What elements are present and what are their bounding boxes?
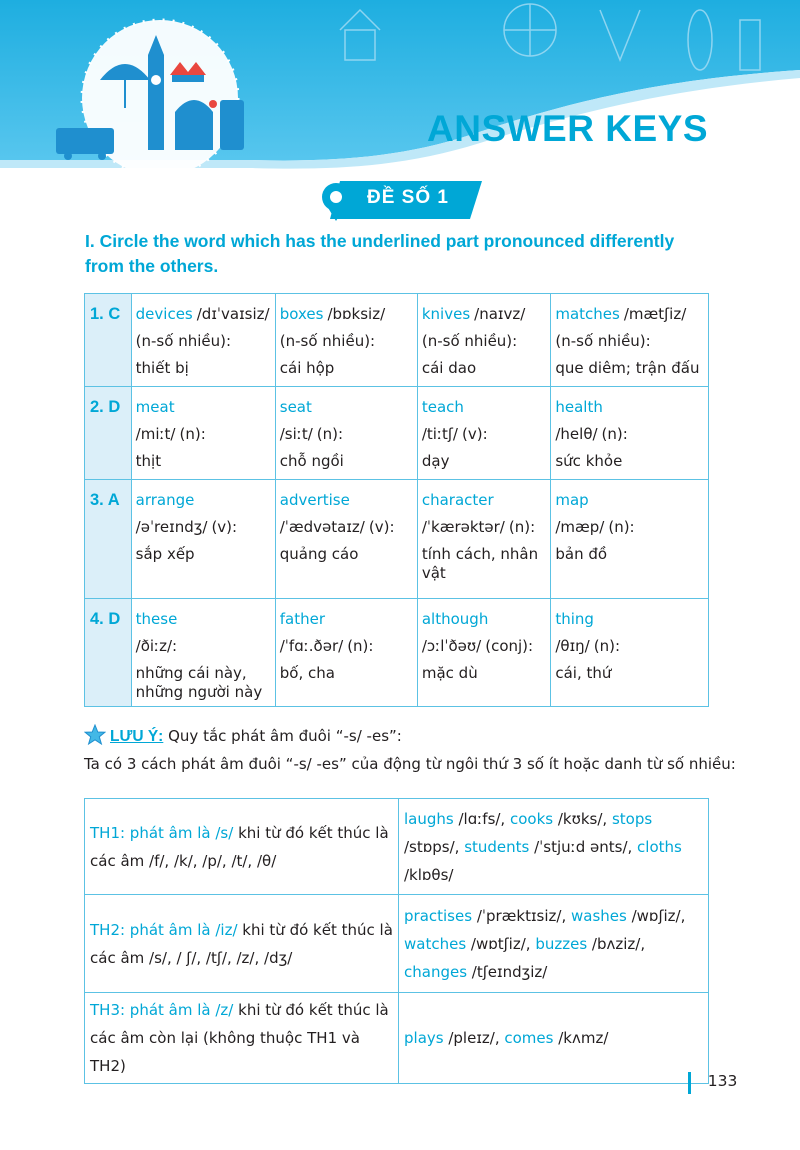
answer-cell [275, 387, 417, 480]
phonetic: /tiːtʃ/ [421, 425, 458, 443]
word: although [421, 610, 489, 628]
part-of-speech: (n): [347, 637, 374, 655]
rule-row [85, 993, 709, 1084]
phonetic: /ˈkærəktər/ [421, 518, 505, 536]
answer-cell [417, 480, 551, 599]
meaning: chỗ ngồi [279, 452, 344, 470]
phonetic: /siːt/ [279, 425, 313, 443]
word-line [422, 394, 547, 421]
answer-number: 3. A [85, 480, 132, 599]
example-phonetic: /kʌmz/ [553, 1029, 609, 1047]
rule-row [85, 895, 709, 993]
word-line [422, 301, 547, 328]
star-icon [84, 724, 106, 746]
example-phonetic: /pleɪz/, [443, 1029, 505, 1047]
part-of-speech: (n-số nhiều): [421, 332, 518, 350]
example-phonetic: /bʌziz/, [587, 934, 646, 953]
phonetic: /əˈreɪndʒ/ [135, 518, 208, 536]
example-phonetic: /wɒtʃiz/, [466, 934, 536, 953]
meaning: thịt [135, 452, 162, 470]
example-phonetic: /ˈpræktɪsiz/, [472, 906, 571, 925]
answer-cell [131, 294, 275, 387]
phonetic: /θɪŋ/ [555, 637, 590, 655]
phonetic: /ðiːz/: [135, 637, 178, 655]
meaning: bố, cha [279, 664, 335, 682]
example-word: watches [404, 934, 467, 953]
phonetic-line [555, 633, 704, 660]
meaning: cái, thứ [555, 664, 612, 682]
phonetic: /ˈædvətaɪz/ [279, 518, 365, 536]
word-line [280, 301, 413, 328]
answer-number: 1. C [85, 294, 132, 387]
example-word: laughs [404, 809, 454, 828]
answer-cell [275, 294, 417, 387]
answer-row [85, 294, 709, 387]
phonetic-line [280, 514, 413, 541]
example-word: cloths [637, 837, 682, 856]
answer-cell [551, 387, 709, 480]
example-phonetic: /stɒps/, [404, 837, 465, 856]
phonetic: /miːt/ [135, 425, 176, 443]
meaning: sức khỏe [555, 452, 623, 470]
word: teach [421, 398, 464, 416]
phonetic-line [422, 421, 547, 448]
part-of-speech: (n): [316, 425, 344, 443]
part-of-speech: (n): [608, 518, 635, 536]
meaning: cái hộp [279, 359, 335, 377]
rule-case: TH1: phát âm là /s/ [90, 823, 234, 842]
rule-examples [399, 895, 709, 993]
word: advertise [279, 491, 350, 509]
example-phonetic: /wɒʃiz/, [626, 906, 686, 925]
exam-badge-label: ĐỀ SỐ 1 [367, 187, 449, 208]
word: devices [135, 305, 193, 323]
note-intro: Ta có 3 cách phát âm đuôi “-s/ -es” của động từ ngôi thứ 3 số ít hoặc danh từ số nhiều: [84, 755, 736, 773]
word: meat [135, 398, 175, 416]
rule-condition: khi từ đó kết thúc là các âm /s/, / ʃ/, /tʃ/, /z/, /dʒ/ [90, 920, 393, 967]
word-line [280, 487, 413, 514]
rules-table [84, 798, 709, 1084]
word-line [280, 606, 413, 633]
rule-description [85, 993, 399, 1084]
meaning: thiết bị [135, 359, 189, 377]
phonetic-line [422, 633, 547, 660]
word-line [136, 487, 271, 514]
answer-row [85, 387, 709, 480]
answer-row [85, 599, 709, 707]
example-word: buzzes [535, 934, 588, 953]
phonetic: /helθ/ [555, 425, 598, 443]
example-word: comes [504, 1029, 554, 1047]
answer-number: 4. D [85, 599, 132, 707]
rule-row [85, 799, 709, 895]
rule-case: TH2: phát âm là /iz/ [90, 920, 238, 939]
answer-cell [551, 480, 709, 599]
note-text: Quy tắc phát âm đuôi “-s/ -es”: [168, 727, 402, 745]
phonetic: /dɪˈvaɪsiz/ [196, 305, 270, 323]
page-header [0, 0, 800, 175]
word-line [422, 487, 547, 514]
word: father [279, 610, 326, 628]
phonetic: /bɒksiz/ [327, 305, 386, 323]
word: seat [279, 398, 312, 416]
phonetic-line [280, 421, 413, 448]
example-phonetic: /ˈstjuːd ənts/, [529, 837, 638, 856]
note [84, 724, 402, 746]
rule-description [85, 799, 399, 895]
phonetic-line [136, 421, 271, 448]
phonetic-line [136, 633, 271, 660]
phonetic: /mæp/ [555, 518, 605, 536]
word-line [555, 487, 704, 514]
meaning: que diêm; trận đấu [555, 359, 700, 377]
phonetic-line [280, 633, 413, 660]
answer-cell [551, 294, 709, 387]
word-line [422, 606, 547, 633]
answer-cell [131, 387, 275, 480]
example-word: washes [571, 906, 627, 925]
word-line [280, 394, 413, 421]
page-number-text: 133 [707, 1072, 738, 1090]
word-line [136, 606, 271, 633]
part-of-speech: (v): [368, 518, 395, 536]
part-of-speech: (n): [601, 425, 628, 443]
meaning: cái dao [421, 359, 477, 377]
meaning: quảng cáo [279, 545, 359, 563]
word: map [555, 491, 589, 509]
part-of-speech: (v): [211, 518, 238, 536]
word: boxes [279, 305, 324, 323]
meaning: mặc dù [421, 664, 478, 682]
phonetic: /naɪvz/ [474, 305, 526, 323]
phonetic-line [136, 514, 271, 541]
answer-cell [417, 599, 551, 707]
answer-cell [131, 480, 275, 599]
example-word: students [464, 837, 530, 856]
rule-case: TH3: phát âm là /z/ [90, 1001, 234, 1019]
example-word: changes [404, 962, 468, 981]
word: arrange [135, 491, 195, 509]
answer-cell [131, 599, 275, 707]
phonetic-line [555, 421, 704, 448]
word: knives [421, 305, 471, 323]
part-of-speech: (n-số nhiều): [279, 332, 376, 350]
example-word: cooks [509, 809, 554, 828]
meaning: những cái này, những người này [135, 664, 263, 701]
word: these [135, 610, 178, 628]
example-phonetic: /klɒθs/ [404, 865, 454, 884]
answer-row [85, 480, 709, 599]
answer-cell [275, 480, 417, 599]
answer-cell [417, 294, 551, 387]
answer-cell [551, 599, 709, 707]
example-phonetic: /tʃeɪndʒiz/ [467, 962, 548, 981]
word-line [136, 394, 271, 421]
example-word: stops [611, 809, 653, 828]
example-word: plays [404, 1029, 444, 1047]
example-word: practises [404, 906, 473, 925]
answer-number: 2. D [85, 387, 132, 480]
part-of-speech: (conj): [485, 637, 534, 655]
answer-cell [417, 387, 551, 480]
answer-cell [275, 599, 417, 707]
example-phonetic: /lɑːfs/, [453, 809, 510, 828]
answer-table [84, 293, 709, 707]
word-line [555, 606, 704, 633]
part-of-speech: (n-số nhiều): [135, 332, 232, 350]
rule-examples [399, 799, 709, 895]
rule-condition: khi từ đó kết thúc là các âm còn lại (không thuộc TH1 và TH2) [90, 1001, 389, 1075]
phonetic: /mætʃiz/ [623, 305, 687, 323]
meaning: tính cách, nhân vật [421, 545, 539, 582]
meaning: sắp xếp [135, 545, 195, 563]
word: thing [555, 610, 594, 628]
part-of-speech: (n): [508, 518, 536, 536]
phonetic: /ˈfɑː.ðər/ [279, 637, 344, 655]
meaning: bản đồ [555, 545, 608, 563]
word: health [555, 398, 603, 416]
note-label: LƯU Ý: [110, 728, 164, 745]
part-of-speech: (n): [179, 425, 206, 443]
word: matches [555, 305, 620, 323]
phonetic-line [422, 514, 547, 541]
section-heading: I. Circle the word which has the underlined part pronounced differently from the others. [85, 231, 675, 276]
example-phonetic: /kʊks/, [553, 809, 612, 828]
page-title: ANSWER KEYS [427, 108, 708, 149]
word-line [555, 301, 704, 328]
phonetic: /ɔːlˈðəʊ/ [421, 637, 482, 655]
rule-condition: khi từ đó kết thúc là các âm /f/, /k/, /p/, /t/, /θ/ [90, 823, 389, 870]
word-line [136, 301, 271, 328]
word: character [421, 491, 494, 509]
rule-description [85, 895, 399, 993]
word-line [555, 394, 704, 421]
part-of-speech: (v): [462, 425, 488, 443]
part-of-speech: (n): [593, 637, 620, 655]
part-of-speech: (n-số nhiều): [555, 332, 651, 350]
rule-examples [399, 993, 709, 1084]
meaning: dạy [421, 452, 450, 470]
page-number [688, 1072, 737, 1090]
phonetic-line [555, 514, 704, 541]
